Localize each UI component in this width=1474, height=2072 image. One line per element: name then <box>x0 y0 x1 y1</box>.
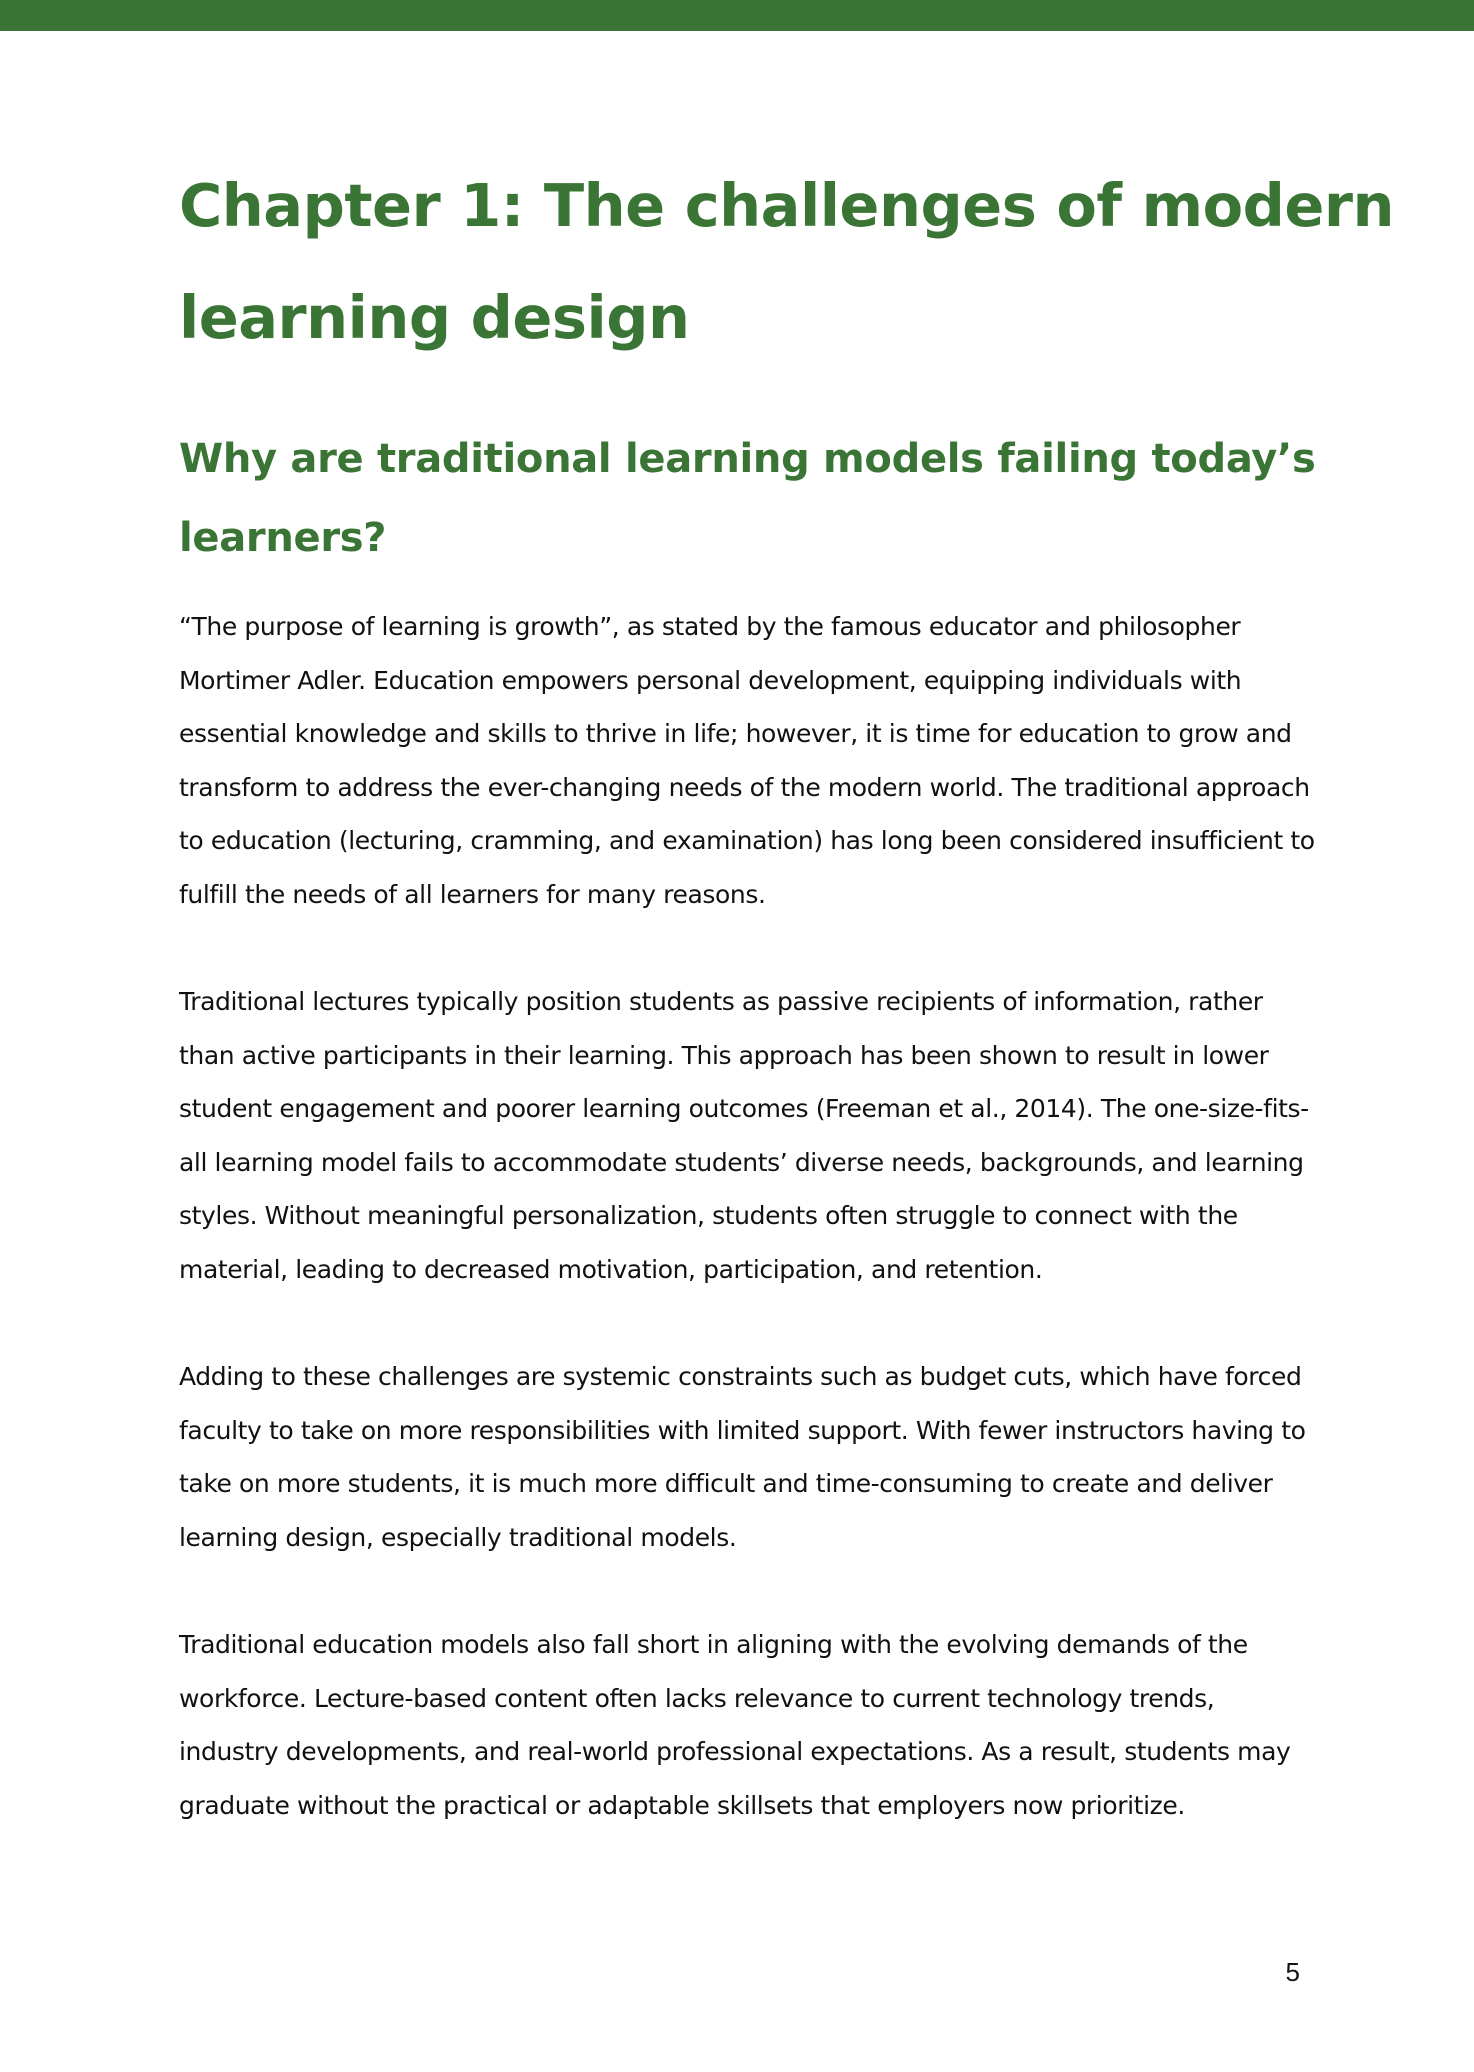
section-title-line-1: Why are traditional learning models failing today’s <box>179 436 1316 482</box>
body-paragraph-2: Traditional lectures typically position students as passive recipients of information, rather than active participants in their learning. This approach has been shown to result in lower student engagement and poorer learning outcomes (Freeman et al., 2014). The one-size-fits-all learning model fails to accommodate students’ diverse needs, backgrounds, and learning styles. Without meaningful personalization, students often struggle to connect with the material, leading to decreased motivation, participation, and retention. <box>179 987 1309 1284</box>
chapter-title-line-2: learning design <box>179 283 690 352</box>
section-title <box>179 420 1319 578</box>
page-number: 5 <box>1285 1957 1300 1987</box>
chapter-title <box>179 150 1394 374</box>
chapter-title-line-1: Chapter 1: The challenges of modern <box>179 171 1394 240</box>
page-content <box>179 150 1394 1832</box>
body-paragraph-3: Adding to these challenges are systemic constraints such as budget cuts, which have forced faculty to take on more responsibilities with limited support. With fewer instructors having to take on more students, it is much more difficult and time-consuming to create and deliver learning design, especially traditional models. <box>179 1362 1306 1552</box>
body-paragraph-4: Traditional education models also fall short in aligning with the evolving demands of the workforce. Lecture-based content often lacks relevance to current technology trends, industry developments, and real-world professional expectations. As a result, students may graduate without the practical or adaptable skillsets that employers now prioritize. <box>179 1630 1291 1820</box>
body-paragraph-1: “The purpose of learning is growth”, as stated by the famous educator and philosopher Mortimer Adler. Education empowers personal development, equipping individuals with essential knowledge and skills to thrive in life; however, it is time for education to grow and transform to address the ever-changing needs of the modern world. The traditional approach to education (lecturing, cramming, and examination) has long been considered insufficient to fulfill the needs of all learners for many reasons. <box>179 612 1315 909</box>
section-title-line-2: learners? <box>179 515 387 561</box>
header-accent-bar <box>0 0 1474 31</box>
